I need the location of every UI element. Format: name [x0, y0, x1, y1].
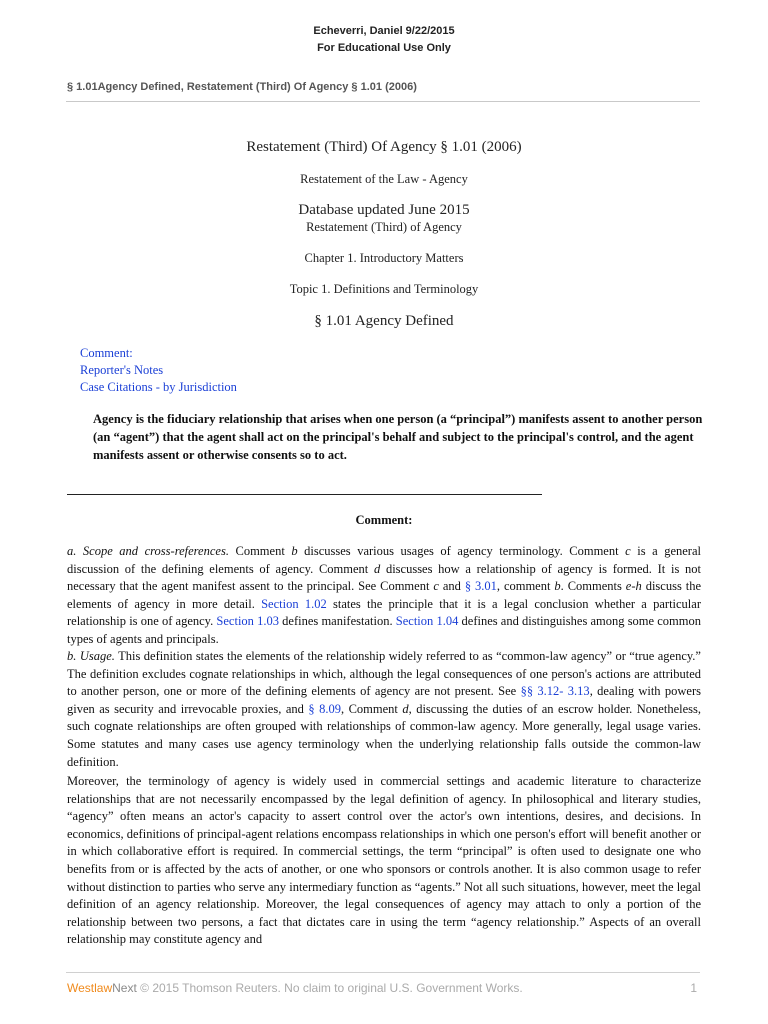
text-run: , discussing the duties of an escrow holder. Nonetheless, such cognate relationships are often grouped with relationships of common-law agency. More generally, legal usage varies. Some statutes and many cases use agency terminology when the underlying relationship falls outside the common-law definition. — [67, 701, 701, 769]
italic-run: c — [625, 544, 631, 558]
section-heading: § 1.01 Agency Defined — [314, 313, 454, 329]
text-run: This definition states the elements of the relationship widely referred to as “common-law agency” or “true agency.” The definition excludes cognate relationships in which, although the legal consequences of one person's actions are attributed to another person, one or more of the defining elements of agency are not present. See — [67, 649, 701, 699]
page-footer — [67, 981, 697, 995]
topic-heading: Topic 1. Definitions and Terminology — [289, 282, 479, 296]
text-run: states the principle that it is a legal conclusion whether a particular relationship is one of agency. — [67, 596, 701, 629]
text-run: , dealing with powers given as security and irrevocable proxies, and — [67, 684, 701, 716]
text-run: . Comments — [560, 579, 626, 594]
database-updated: Database updated June 2015 — [298, 202, 470, 218]
user-date-line: Echeverri, Daniel 9/22/2015 — [313, 25, 455, 37]
restatement-subtitle: Restatement (Third) of Agency — [306, 220, 462, 234]
blackletter-rule: Agency is the fiduciary relationship that arises when one person (a “principal”) manifests assent to another person (an “agent”) that the agent shall act on the principal's behalf and subject to the principal's control, and the agent manifests assent or otherwise consents so to act. — [93, 412, 703, 462]
link-section-3-01[interactable]: § 3.01 — [464, 579, 497, 594]
comment-b-paragraph — [67, 648, 701, 771]
italic-run: d — [402, 701, 409, 716]
page-number: 1 — [690, 981, 697, 995]
educational-use-line: For Educational Use Only — [317, 42, 451, 54]
document-header — [0, 23, 768, 57]
link-comment[interactable]: Comment: — [80, 346, 133, 360]
text-run: is a general discussion of the defining elements of agency. Comment — [67, 544, 701, 576]
italic-run: b — [554, 579, 561, 594]
text-run: , Comment — [340, 701, 403, 716]
text-run: discusses how a relationship of agency is formed. It is not necessary that the agent manifest assent to the principal. See Comment — [67, 561, 701, 594]
text-run: , comment — [496, 579, 555, 594]
chapter-heading: Chapter 1. Introductory Matters — [304, 251, 464, 265]
link-section-1-02[interactable]: Section 1.02 — [261, 596, 327, 611]
footer-divider — [66, 972, 700, 973]
text-run: defines and distinguishes among some common types of agents and principals. — [67, 614, 701, 646]
text-run: discuss the elements of agency in more detail. — [67, 579, 702, 611]
text-run: discusses various usages of agency terminology. Comment — [297, 544, 626, 558]
comment-a-paragraph — [67, 543, 701, 649]
westlaw-logo: Westlaw — [67, 981, 113, 995]
comment-heading: Comment: — [355, 513, 413, 527]
link-section-8-09[interactable]: § 8.09 — [308, 701, 341, 716]
law-subtitle: Restatement of the Law - Agency — [300, 172, 468, 186]
link-reporters-notes[interactable]: Reporter's Notes — [80, 363, 164, 377]
italic-run: e-h — [625, 579, 642, 594]
link-case-citations[interactable]: Case Citations - by Jurisdiction — [80, 380, 237, 394]
jump-links — [80, 345, 237, 396]
citation-line: § 1.01Agency Defined, Restatement (Third) Of Agency § 1.01 (2006) — [67, 81, 417, 93]
italic-run: d — [373, 561, 381, 576]
italic-run: b — [291, 544, 298, 558]
text-run: Comment — [228, 544, 292, 558]
westlaw-next-logo: Next — [112, 981, 137, 995]
document-title: Restatement (Third) Of Agency § 1.01 (2006) — [246, 139, 522, 155]
section-divider — [67, 494, 542, 495]
terminology-paragraph: Moreover, the terminology of agency is widely used in commercial settings and academic literature to characterize relationships that are not necessarily encompassed by the legal definition of agency. In philosophical and literary studies, “agency” often means an actor's capacity to assert control over the actor's own intentions, desires, and decisions. In economics, definitions of principal-agent relations encompass relationships in which one person's effort will benefit another or in which collaborative effort is required. In commercial settings, the term “principal” is often used to designate one who benefits from or is affected by the acts of another, or one who sponsors or controls another. It is also common usage to refer without distinction to parties who serve any intermediary function as “agents.” Not all such situations, however, meet the legal definition of an agency relationship. Moreover, the legal consequences of agency may attach to only a portion of the relationship between two persons, a fact that dictates care in using the term “agency relationship.” Aspects of an overall relationship may constitute agency and — [67, 774, 701, 947]
link-sections-3-12-3-13[interactable]: §§ 3.12- 3.13 — [520, 684, 590, 699]
italic-run: c — [433, 579, 439, 594]
comment-a-label: a. Scope and cross-references. — [67, 544, 229, 558]
copyright-notice: © 2015 Thomson Reuters. No claim to original U.S. Government Works. — [136, 981, 523, 995]
text-run: defines manifestation. — [278, 614, 396, 629]
link-section-1-03[interactable]: Section 1.03 — [216, 614, 279, 629]
header-divider — [66, 101, 700, 102]
comment-b-label: b. Usage. — [67, 649, 115, 663]
text-run: and — [438, 579, 465, 594]
link-section-1-04[interactable]: Section 1.04 — [395, 614, 459, 629]
